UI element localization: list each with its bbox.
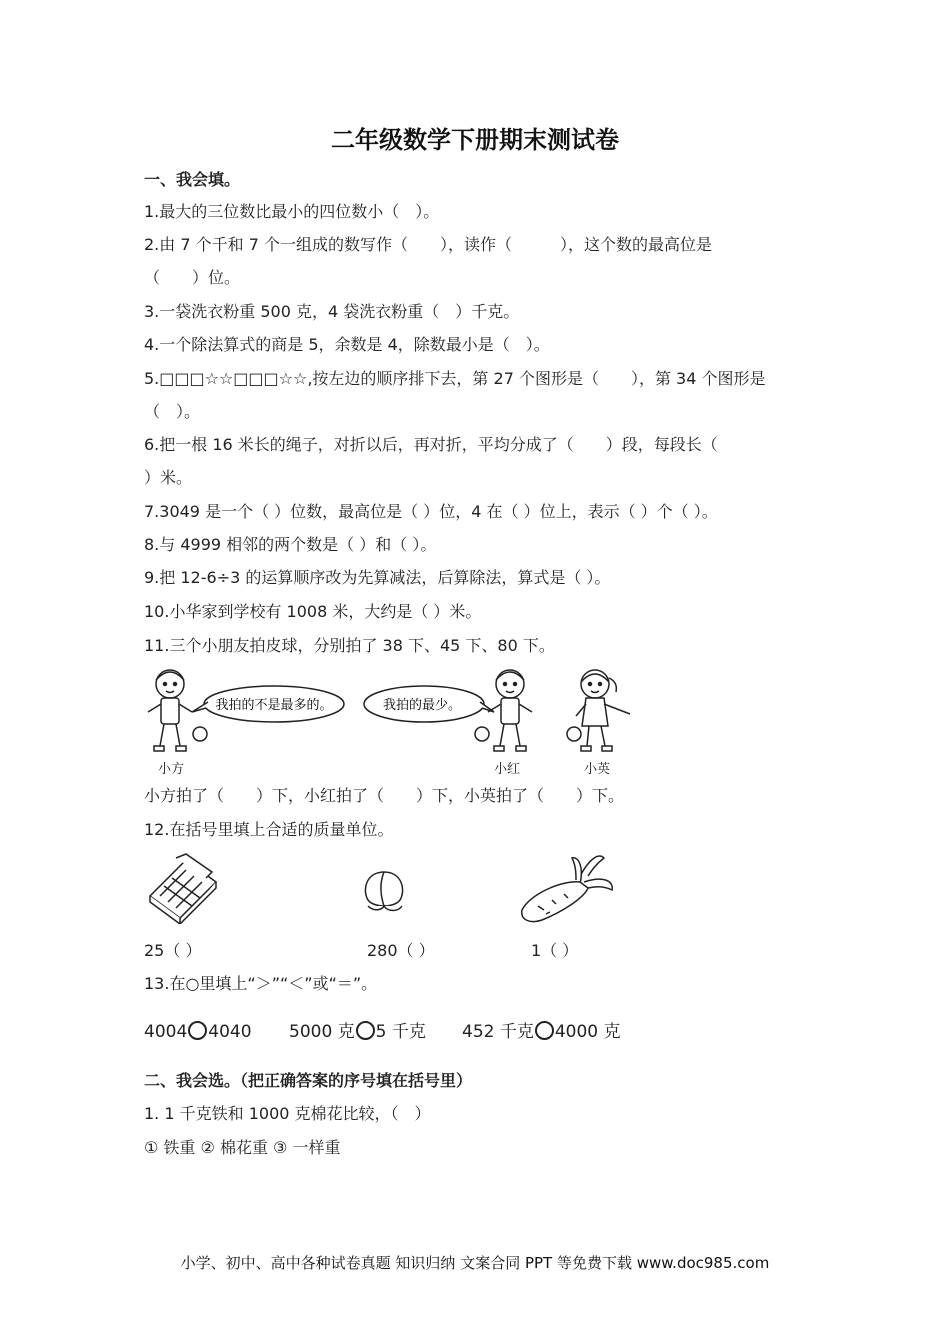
- compare-3-left: 452 千克: [462, 1022, 534, 1042]
- name-xiaoying: 小英: [584, 762, 611, 777]
- compare-3-right: 4000 克: [554, 1022, 621, 1042]
- question-2-line-2: （ ）位。: [144, 268, 241, 287]
- chocolate-bar-image: [146, 852, 222, 924]
- girl-xiaoying-figure: [567, 670, 630, 751]
- page-title: 二年级数学下册期末测试卷: [331, 126, 619, 154]
- compare-2-left: 5000 克: [289, 1022, 355, 1042]
- question-7: 7.3049 是一个（ ）位数，最高位是（ ）位，4 在（ ）位上，表示（ ）个（ ）。: [144, 502, 718, 521]
- question-6-line-1: 6.把一根 16 米长的绳子，对折以后，再对折，平均分成了（ ）段，每段长（: [144, 435, 718, 454]
- question-6-line-2: ）米。: [144, 468, 193, 487]
- section-1-heading: 一、我会填。: [144, 170, 241, 189]
- question-13: 13.在○里填上“＞”“＜”或“＝”。: [144, 974, 378, 993]
- q11-illustration: [140, 664, 640, 779]
- compare-circle-3[interactable]: [535, 1021, 554, 1040]
- footer-link[interactable]: 小学、初中、高中各种试卷真题 知识归纳 文案合同 PPT 等免费下载 www.doc985.com: [180, 1254, 770, 1272]
- compare-item-3: [462, 1021, 621, 1043]
- q12-item-carrot: 1（ ）: [531, 941, 579, 960]
- section-2-question-1-options: ① 铁重 ② 棉花重 ③ 一样重: [144, 1138, 341, 1157]
- question-3: 3.一袋洗衣粉重 500 克，4 袋洗衣粉重（ ）千克。: [144, 302, 520, 321]
- section-2-heading: 二、我会选。（把正确答案的序号填在括号里）: [144, 1071, 473, 1090]
- compare-item-2: [289, 1021, 426, 1043]
- speech-bubble-2-text: 我拍的最少。: [382, 698, 462, 713]
- compare-circle-2[interactable]: [356, 1021, 375, 1040]
- name-xiaohong: 小红: [494, 762, 521, 777]
- peach-image: [358, 866, 410, 916]
- compare-circle-1[interactable]: [188, 1021, 207, 1040]
- question-10: 10.小华家到学校有 1008 米，大约是（ ）米。: [144, 602, 482, 621]
- name-xiaofang: 小方: [158, 762, 185, 777]
- question-11-answer: 小方拍了（ ）下，小红拍了（ ）下，小英拍了（ ）下。: [144, 786, 625, 805]
- question-5-line-2: （ ）。: [144, 402, 201, 421]
- compare-2-right: 5 千克: [375, 1022, 426, 1042]
- compare-1-right: 4040: [208, 1022, 252, 1042]
- q12-item-peach: 280（ ）: [367, 941, 435, 960]
- question-5-line-1: 5.□□□☆☆□□□☆☆,按左边的顺序排下去，第 27 个图形是（ ），第 34 个图形是: [144, 369, 766, 388]
- question-4: 4.一个除法算式的商是 5，余数是 4，除数最小是（ ）。: [144, 335, 550, 354]
- boy-xiaohong-figure: [475, 670, 532, 751]
- question-12: 12.在括号里填上合适的质量单位。: [144, 820, 394, 839]
- question-8: 8.与 4999 相邻的两个数是（ ）和（ ）。: [144, 535, 437, 554]
- carrot-image: [518, 850, 618, 930]
- q12-item-chocolate: 25（ ）: [144, 941, 202, 960]
- question-11: 11.三个小朋友拍皮球，分别拍了 38 下、45 下、80 下。: [144, 636, 555, 655]
- section-2-question-1: 1. 1 千克铁和 1000 克棉花比较，（ ）: [144, 1104, 431, 1123]
- question-9: 9.把 12-6÷3 的运算顺序改为先算减法，后算除法，算式是（ ）。: [144, 568, 611, 587]
- question-2-line-1: 2.由 7 个千和 7 个一组成的数写作（ ），读作（ ），这个数的最高位是: [144, 235, 712, 254]
- speech-bubble-1-text: 我拍的不是最多的。: [215, 698, 333, 713]
- compare-item-1: [144, 1021, 252, 1043]
- compare-1-left: 4004: [144, 1022, 188, 1042]
- question-1: 1.最大的三位数比最小的四位数小（ ）。: [144, 202, 440, 221]
